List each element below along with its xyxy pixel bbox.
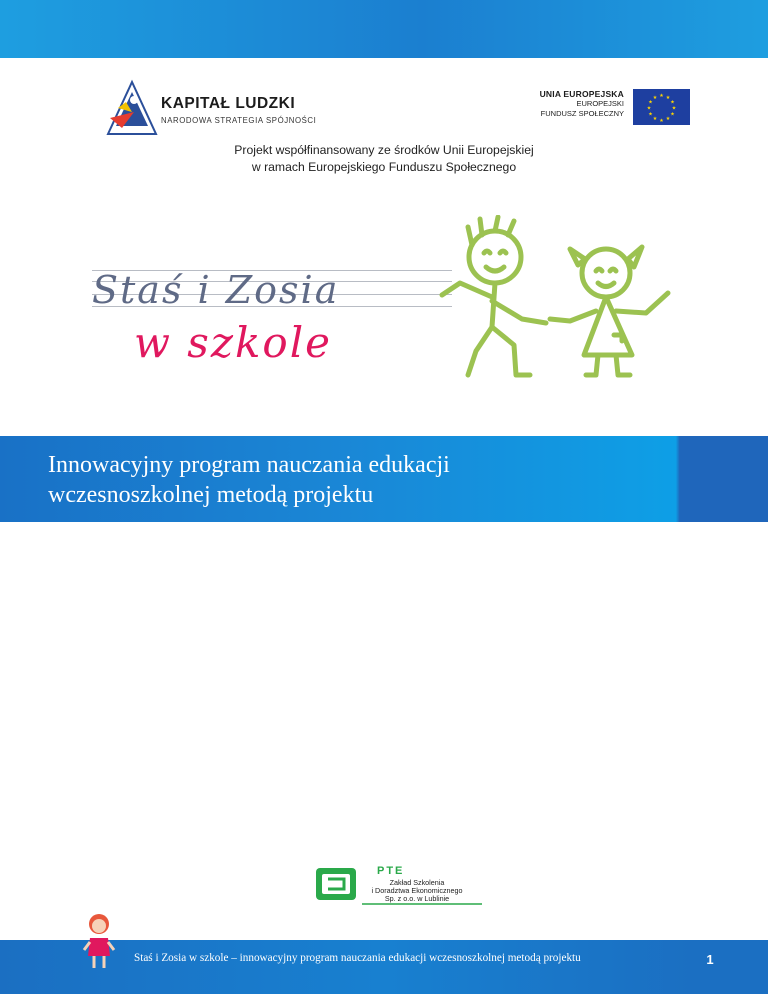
svg-text:★: ★ bbox=[659, 93, 664, 99]
pte-line3: Sp. z o.o. w Lublinie bbox=[384, 894, 450, 903]
program-title-line2: w szkole bbox=[134, 318, 333, 367]
svg-text:★: ★ bbox=[670, 99, 675, 106]
cofinancing-note bbox=[150, 142, 618, 176]
pte-line2: i Doradztwa Ekonomicznego bbox=[371, 886, 463, 895]
cofinancing-line1: Projekt współfinansowany ze środków Unii Europejskiej bbox=[234, 143, 534, 157]
svg-text:★: ★ bbox=[659, 118, 664, 124]
kapital-ludzki-subtitle: NARODOWA STRATEGIA SPÓJNOŚCI bbox=[161, 116, 317, 125]
svg-text:★: ★ bbox=[648, 111, 653, 118]
svg-text:★: ★ bbox=[665, 116, 671, 122]
svg-text:★: ★ bbox=[671, 105, 677, 112]
svg-text:★: ★ bbox=[665, 95, 671, 101]
banner-heading bbox=[48, 450, 668, 510]
eu-flag-icon bbox=[633, 89, 690, 125]
footer-title: Staś i Zosia w szkole – innowacyjny program nauczania edukacji wczesnoszkolnej metodą projektu bbox=[134, 952, 581, 964]
top-color-bar bbox=[0, 0, 768, 58]
program-title-line1: Staś i Zosia bbox=[92, 268, 340, 312]
eu-line2: FUNDUSZ SPOŁECZNY bbox=[540, 109, 624, 118]
svg-text:★: ★ bbox=[670, 111, 675, 118]
pte-acronym: PTE bbox=[377, 865, 405, 877]
eu-title: UNIA EUROPEJSKA bbox=[539, 89, 624, 99]
page-number: 1 bbox=[706, 952, 714, 967]
eu-line1: EUROPEJSKI bbox=[576, 99, 624, 108]
eu-label bbox=[540, 89, 624, 119]
svg-text:★: ★ bbox=[648, 99, 653, 106]
children-illustration bbox=[420, 215, 690, 385]
svg-text:★: ★ bbox=[646, 105, 652, 112]
girl-mascot-icon bbox=[82, 912, 116, 972]
svg-text:★: ★ bbox=[652, 116, 658, 122]
svg-text:★: ★ bbox=[652, 95, 658, 101]
banner-line2: wczesnoszkolnej metodą projektu bbox=[48, 482, 374, 508]
banner-line1: Innowacyjny program nauczania edukacji bbox=[48, 452, 450, 478]
kapital-ludzki-title: KAPITAŁ LUDZKI bbox=[161, 95, 296, 112]
pte-line1: Zakład Szkolenia bbox=[389, 878, 445, 887]
cofinancing-line2: w ramach Europejskiego Funduszu Społecznego bbox=[251, 160, 517, 174]
